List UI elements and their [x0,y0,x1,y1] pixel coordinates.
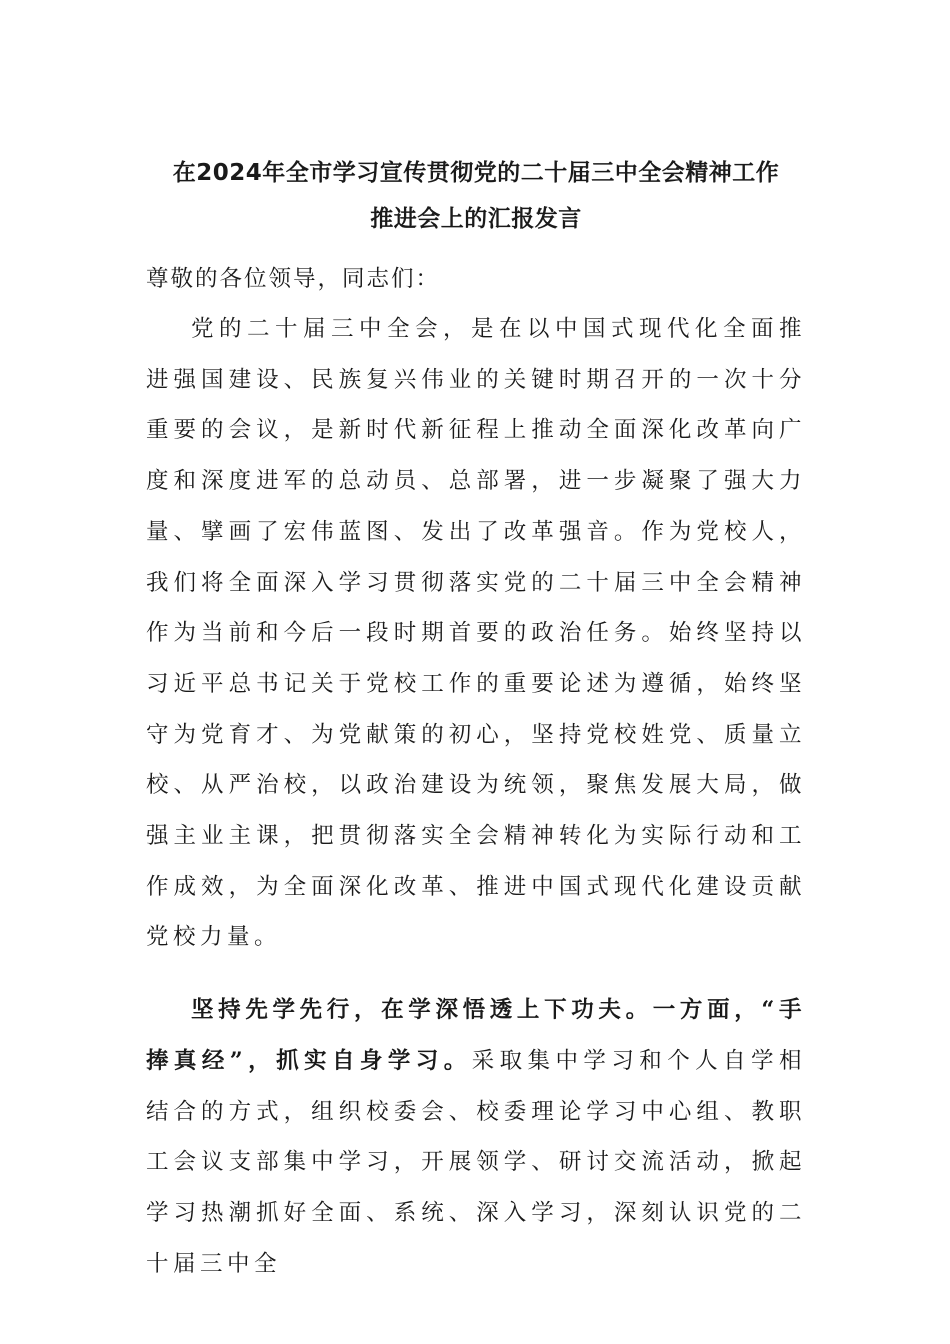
section-body-text: 采取集中学习和个人自学相结合的方式，组织校委会、校委理论学习中心组、教职工会议支部集中学习，开展领学、研讨交流活动，掀起学习热潮抓好全面、系统、深入学习，深刻认识党的二十届三中全 [146,1047,806,1277]
document-body [146,150,806,1289]
salutation: 尊敬的各位领导，同志们： [146,266,441,292]
title-line-1: 在2024年全市学习宣传贯彻党的二十届三中全会精神工作 [172,160,780,186]
paragraph-intro: 党的二十届三中全会，是在以中国式现代化全面推进强国建设、民族复兴伟业的关键时期召开的一次十分重要的会议，是新时代新征程上推动全面深化改革向广度和深度进军的总动员、总部署，进一步凝聚了强大力量、擘画了宏伟蓝图、发出了改革强音。作为党校人，我们将全面深入学习贯彻落实党的二十届三中全会精神作为当前和今后一段时期首要的政治任务。始终坚持以习近平总书记关于党校工作的重要论述为遵循，始终坚守为党育才、为党献策的初心，坚持党校姓党、质量立校、从严治校，以政治建设为统领，聚焦发展大局，做强主业主课，把贯彻落实全会精神转化为实际行动和工作成效，为全面深化改革、推进中国式现代化建设贡献党校力量。 [146,316,806,951]
document-title [146,150,806,242]
paragraph-section-1 [146,985,806,1289]
title-line-2: 推进会上的汇报发言 [370,206,582,232]
section-heading-bold: 坚持先学先行，在学深悟透上下功夫。一方面，“手捧真经”，抓实自身学习。 [146,997,806,1074]
